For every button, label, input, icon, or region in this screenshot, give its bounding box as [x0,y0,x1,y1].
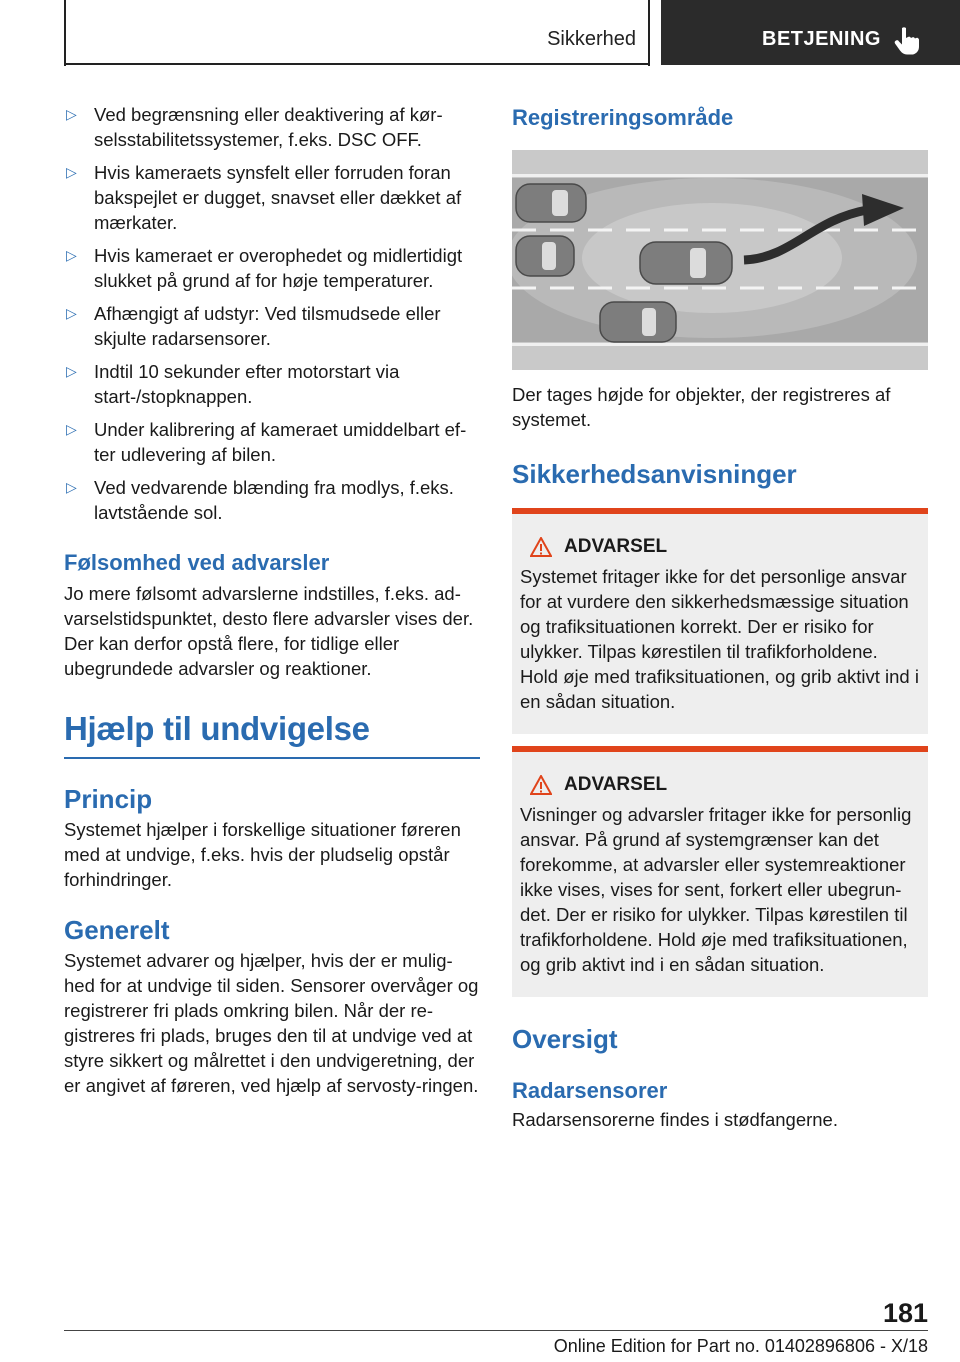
chapter-title: BETJENING [762,28,881,50]
detection-area-illustration [512,150,928,370]
sensitivity-text: Jo mere følsomt advarslerne indstilles, f.eks. ad-varselstidspunktet, desto flere advarsler vises der. Der kan derfor opstå flere, for tidlige eller ubegrundede advarsler og reaktioner. [64,583,474,679]
section-title: Sikkerhed [547,28,636,50]
warning-text: Visninger og advarsler fritager ikke for personlig ansvar. På grund af systemgrænser kan det forekomme, at advarsler eller systemreaktioner ikke vises, vises for sent, forkert eller ubegrun-det. Der er risiko for ulykker. Tilpas kørestilen til trafikforholdene. Hold øje med trafiksituationen, og grib aktivt ind i en sådan situation. [520,804,912,975]
list-item-text: Ved vedvarende blænding fra modlys, f.eks. lavtstående sol. [94,477,454,523]
general-heading: Generelt [64,915,170,945]
header-divider [64,0,66,66]
list-item [64,417,480,467]
list-item [64,359,480,409]
triangle-bullet-icon: ▷ [66,479,77,495]
list-item [64,160,480,235]
list-item-text: Afhængigt af udstyr: Ved tilsmudsede eller skjulte radarsensorer. [94,303,441,349]
heading-rule [64,757,480,759]
right-column [512,98,928,1132]
warning-header [530,774,920,796]
principle-text: Systemet hjælper i forskellige situationer føreren med at undvige, f.eks. hvis der pludselig opstår forhindringer. [64,819,461,890]
radar-heading: Radarsensorer [512,1078,668,1103]
overview-heading: Oversigt [512,1024,618,1054]
triangle-bullet-icon: ▷ [66,247,77,263]
road-diagram [512,150,928,370]
warning-header [530,536,920,558]
list-item-text: Ved begrænsning eller deaktivering af kør-selsstabilitetssystemer, f.eks. DSC OFF. [94,104,443,150]
header-divider [648,0,650,66]
illustration-caption: Der tages højde for objekter, der registreres af systemet. [512,384,891,430]
warning-label: ADVARSEL [564,536,668,557]
bullet-list [64,102,480,525]
warning-label: ADVARSEL [564,774,668,795]
list-item-text: Hvis kameraets synsfelt eller forruden foran bakspejlet er dugget, snavset eller dækket af mærkater. [94,162,462,233]
header-divider [64,63,650,65]
triangle-bullet-icon: ▷ [66,421,77,437]
warning-triangle-icon [530,537,552,557]
detection-heading: Registreringsområde [512,105,734,130]
page-number: 181 [882,1298,928,1328]
triangle-bullet-icon: ▷ [66,305,77,321]
triangle-bullet-icon: ▷ [66,363,77,379]
list-item-text: Indtil 10 sekunder efter motorstart via start-/stopknappen. [94,361,400,407]
warning-text: Systemet fritager ikke for det personlige ansvar for at vurdere den sikkerhedsmæssige situation og trafiksituationen korrekt. Der er risiko for ulykker. Tilpas kørestilen til trafikforholdene. Hold øje med trafiksituationen, og grib aktivt ind i en sådan situation. [520,566,919,712]
list-item [64,102,480,152]
edition-note: Online Edition for Part no. 01402896806 - X/18 [553,1336,928,1356]
list-item [64,301,480,351]
list-item [64,243,480,293]
pointing-hand-icon [893,26,921,56]
general-text: Systemet advarer og hjælper, hvis der er mulig-hed for at undvige til siden. Sensorer overvåger og registrerer fri plads omkring bilen. Når der re-gistreres fri plads, bruges den til at undvige ved at styre sikkert og målrettet i den undvigeretning, der er angivet af føreren, ved hjælp af servosty-ringen. [64,950,479,1096]
list-item-text: Hvis kameraet er overophedet og midlertidigt slukket på grund af for høje temperaturer. [94,245,463,291]
footer-divider [64,1330,928,1331]
warning-triangle-icon [530,775,552,795]
left-column [64,98,480,1098]
principle-heading: Princip [64,784,153,814]
radar-text: Radarsensorerne findes i stødfangerne. [512,1109,838,1130]
warning-box [512,746,928,997]
safety-heading: Sikkerhedsanvisninger [512,459,797,489]
list-item [64,475,480,525]
warning-box [512,508,928,734]
list-item-text: Under kalibrering af kameraet umiddelbart ef-ter udlevering af bilen. [94,419,467,465]
triangle-bullet-icon: ▷ [66,164,77,180]
main-heading: Hjælp til undvigelse [64,710,370,747]
triangle-bullet-icon: ▷ [66,106,77,122]
sensitivity-heading: Følsomhed ved advarsler [64,550,330,575]
